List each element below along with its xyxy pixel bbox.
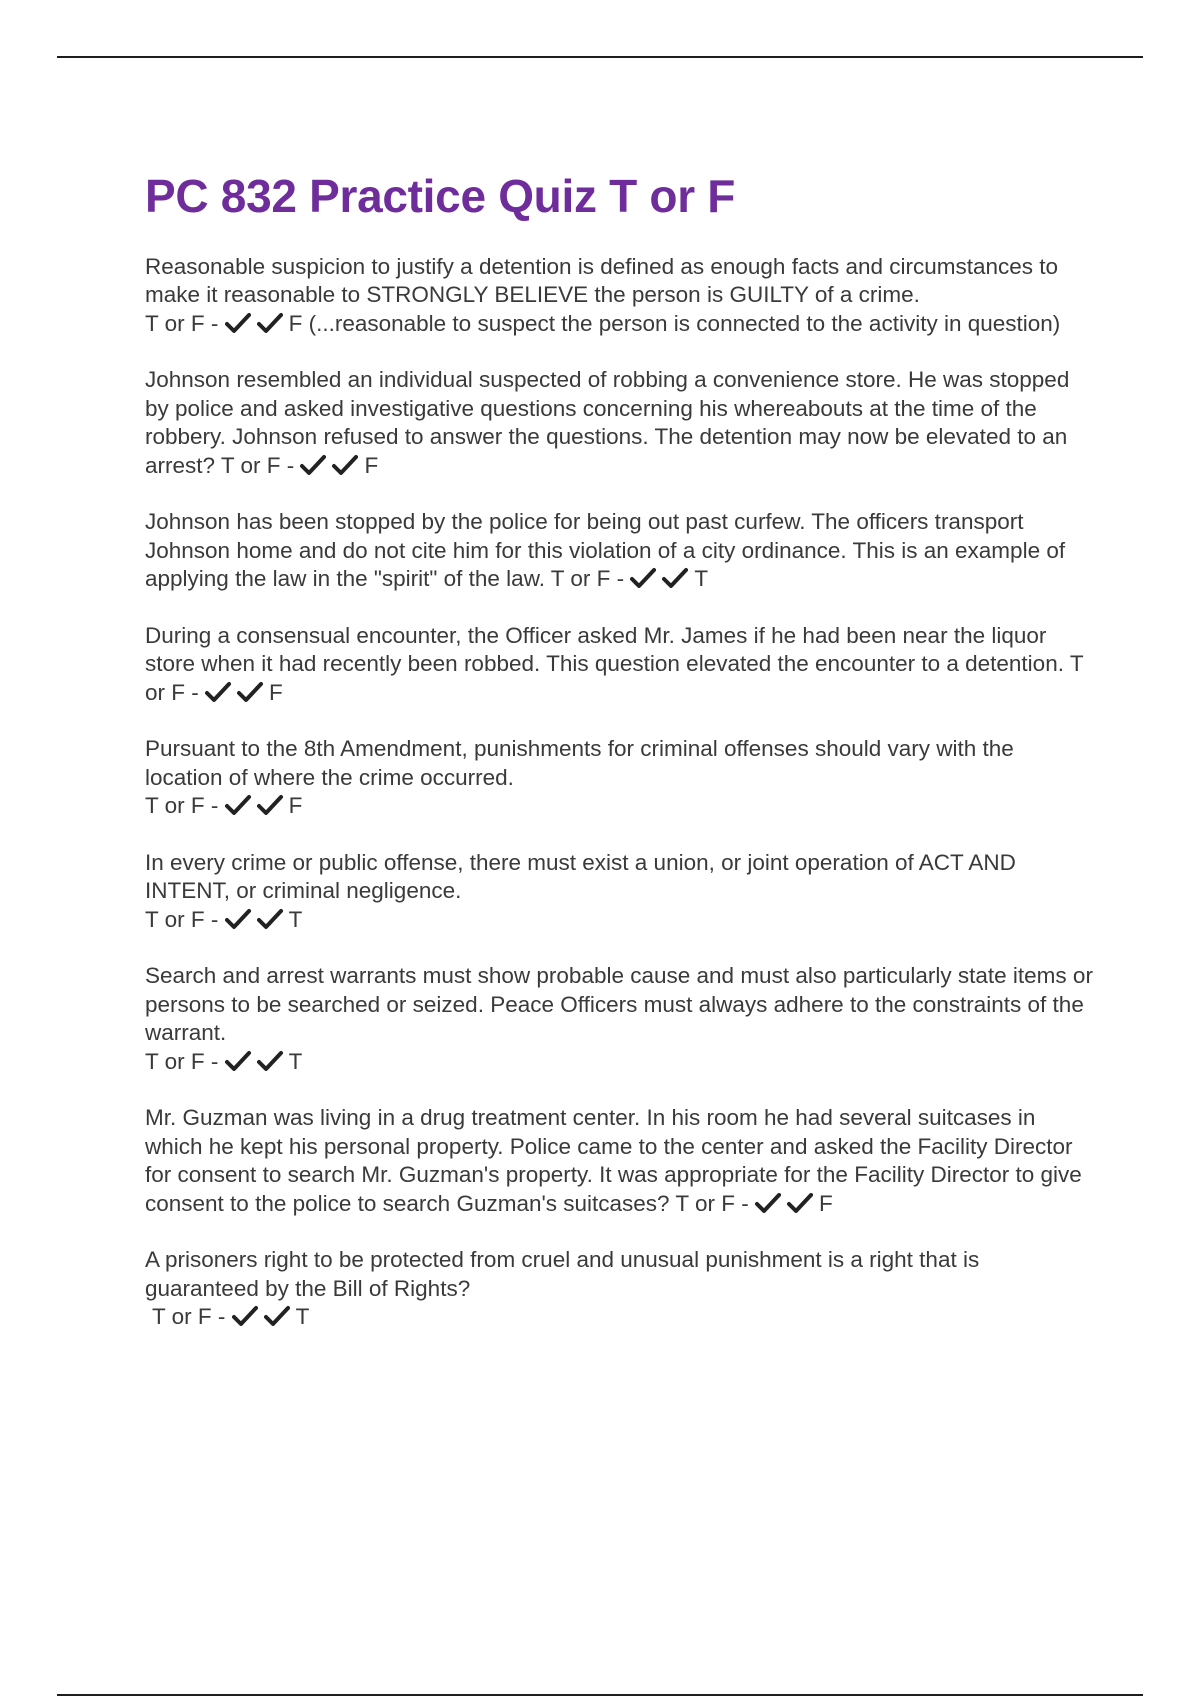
question-text: During a consensual encounter, the Officer asked Mr. James if he had been near the liquor store when it had recently been robbed. This question elevated the encounter to a detention.: [145, 622, 1070, 677]
top-rule: [57, 56, 1143, 58]
check-icon: [225, 908, 251, 930]
answer-text: F: [819, 1190, 833, 1216]
question-text: Mr. Guzman was living in a drug treatment center. In his room he had several suitcases in which he kept his personal property. Police came to the center and asked the Facility Director for consent to search Mr. Guzman's property. It was appropriate for the Facility Director to give consent to the police to search Guzman's suitcases?: [145, 1105, 1089, 1216]
quiz-item: [145, 253, 1095, 339]
check-icon: [257, 794, 283, 816]
quiz-item: [145, 849, 1095, 935]
question-text: Johnson has been stopped by the police for being out past curfew. The officers transport Johnson home and do not cite him for this violation of a city ordinance. This is an example of applying the law in the "spirit" of the law.: [145, 509, 1072, 592]
answer-text: F: [288, 793, 303, 819]
quiz-item: [145, 622, 1095, 708]
check-icon: [264, 1305, 290, 1327]
answer-text: T: [694, 566, 709, 592]
check-icon: [630, 567, 656, 589]
quiz-item: [145, 962, 1100, 1076]
check-icon: [232, 1305, 258, 1327]
answer-text: T: [288, 906, 303, 932]
answer-line: [145, 906, 1095, 935]
answer-line: [145, 310, 1095, 339]
answer-prefix: T or F -: [675, 1190, 756, 1216]
question-text: A prisoners right to be protected from cruel and unusual punishment is a right that is guaranteed by the Bill of Rights?: [145, 1247, 986, 1301]
answer-text: F (...reasonable to suspect the person is connected to the activity in question): [288, 310, 1061, 336]
check-icon: [225, 312, 251, 334]
answer-prefix: T or F -: [550, 566, 631, 592]
check-icon: [787, 1192, 813, 1214]
answer-prefix: T or F -: [220, 452, 301, 478]
check-icon: [225, 794, 251, 816]
answer-line: [145, 1303, 1095, 1332]
check-icon: [225, 1050, 251, 1072]
question-text: Pursuant to the 8th Amendment, punishments for criminal offenses should vary with the location of where the crime occurred.: [145, 736, 1021, 790]
quiz-item: [145, 1104, 1095, 1218]
answer-prefix: T or F -: [145, 310, 225, 336]
answer-prefix: T or F -: [145, 1048, 225, 1074]
answer-text: T: [288, 1048, 303, 1074]
answer-text: T: [295, 1304, 310, 1330]
page-title: PC 832 Practice Quiz T or F: [145, 170, 736, 222]
answer-prefix: T or F -: [152, 1304, 232, 1330]
check-icon: [205, 681, 231, 703]
question-text: Johnson resembled an individual suspected of robbing a convenience store. He was stopped by police and asked investigative questions concerning his whereabouts at the time of the robbery. Johnson refused to answer the questions. The detention may now be elevated to an arrest?: [145, 367, 1076, 478]
answer-line: [145, 1048, 1095, 1077]
check-icon: [257, 1050, 283, 1072]
check-icon: [300, 454, 326, 476]
check-icon: [755, 1192, 781, 1214]
bottom-rule: [57, 1694, 1143, 1696]
answer-prefix: T or F -: [145, 651, 1090, 705]
quiz-item: [145, 1246, 1095, 1332]
quiz-item: [145, 366, 1095, 480]
check-icon: [662, 567, 688, 589]
quiz-item: [145, 735, 1095, 821]
answer-line: [145, 792, 1095, 821]
answer-prefix: T or F -: [145, 793, 225, 819]
answer-prefix: T or F -: [145, 906, 225, 932]
quiz-item: [145, 508, 1095, 594]
check-icon: [237, 681, 263, 703]
question-text: In every crime or public offense, there must exist a union, or joint operation of ACT AND INTENT, or criminal negligence.: [145, 849, 1023, 904]
check-icon: [257, 908, 283, 930]
answer-text: F: [269, 679, 283, 705]
question-text: Reasonable suspicion to justify a detention is defined as enough facts and circumstances to make it reasonable to STRONGLY BELIEVE the person is GUILTY of a crime.: [145, 253, 1065, 308]
question-text: Search and arrest warrants must show probable cause and must also particularly state items or persons to be searched or seized. Peace Officers must always adhere to the constraints of the warrant.: [145, 963, 1100, 1046]
check-icon: [332, 454, 358, 476]
answer-text: F: [364, 452, 379, 478]
check-icon: [257, 312, 283, 334]
document-body: [145, 170, 1100, 1360]
